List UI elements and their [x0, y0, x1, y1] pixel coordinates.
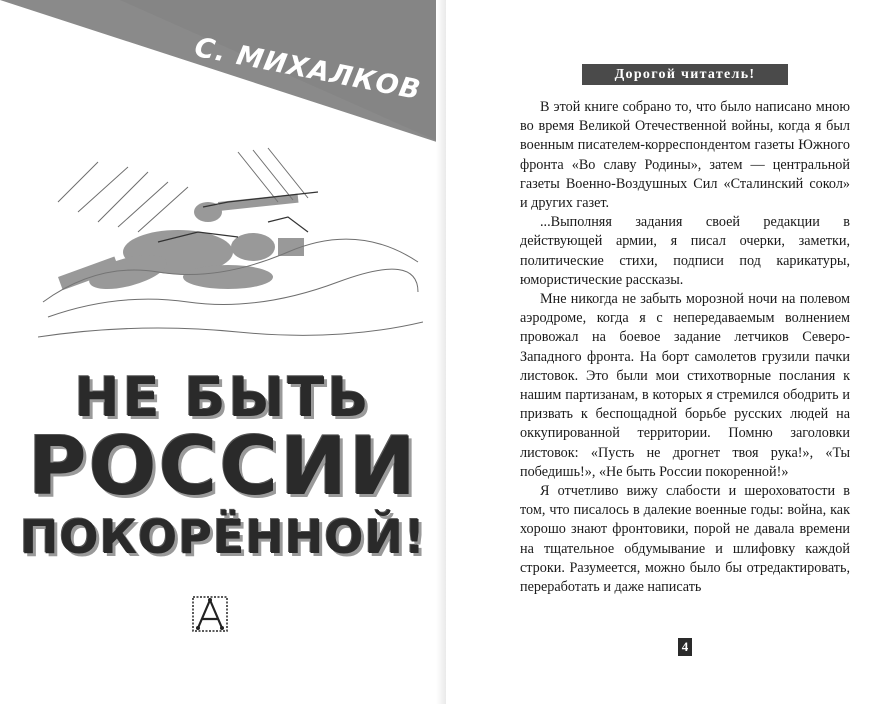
soldiers-illustration [38, 142, 423, 352]
author-name: С. МИХАЛКОВ [192, 32, 424, 107]
publisher-logo-icon [192, 596, 228, 632]
title-line-3: ПОКОРЁННОЙ! [19, 510, 427, 564]
page-number: 4 [678, 638, 692, 656]
paragraph: Я отчетливо вижу слабости и шероховатости в том, что писалось в далекие военные годы: война, как хорошо знают фронтовики, порой не давала времени на тщательное обдумывание и шлифовку каждой строки. Разумеется, можно было бы отредактировать, переработать и даже написать [520, 483, 850, 596]
paragraph: Мне никогда не забыть морозной ночи на полевом аэродроме, когда я с непередаваемым волнением провожал на боевое задание летчиков Северо-Западного фронта. На борт самолетов грузили пачки листовок. Это были мои стихотворные послания к нашим партизанам, в которых я стремился ободрить и призвать к беспощадной борьбе русских людей на оккупированной территории. Помню заголовки листовок: «Пусть не дрогнет твоя рука!», «Ты победишь!», «Не быть России покоренной!» [520, 291, 850, 480]
title-line-1: НЕ БЫТЬ [74, 366, 372, 429]
title-line-2: РОССИИ [28, 420, 418, 513]
body-text [520, 98, 850, 597]
paragraph: ...Выполняя задания своей редакции в действующей армии, я писал очерки, заметки, политические стихи, подписи под карикатуры, юмористические рассказы. [520, 214, 850, 288]
page-heading: Дорогой читатель! [614, 66, 756, 82]
right-page-text [446, 0, 884, 704]
paragraph: В этой книге собрано то, что было написано мною во время Великой Отечественной войны, когда я был военным писателем-корреспондентом газеты Южного фронта «Во славу Родины», затем — центральной газеты Военно-Воздушных Сил «Сталинский сокол» и других газет. [520, 99, 850, 212]
heading-banner [582, 64, 788, 85]
